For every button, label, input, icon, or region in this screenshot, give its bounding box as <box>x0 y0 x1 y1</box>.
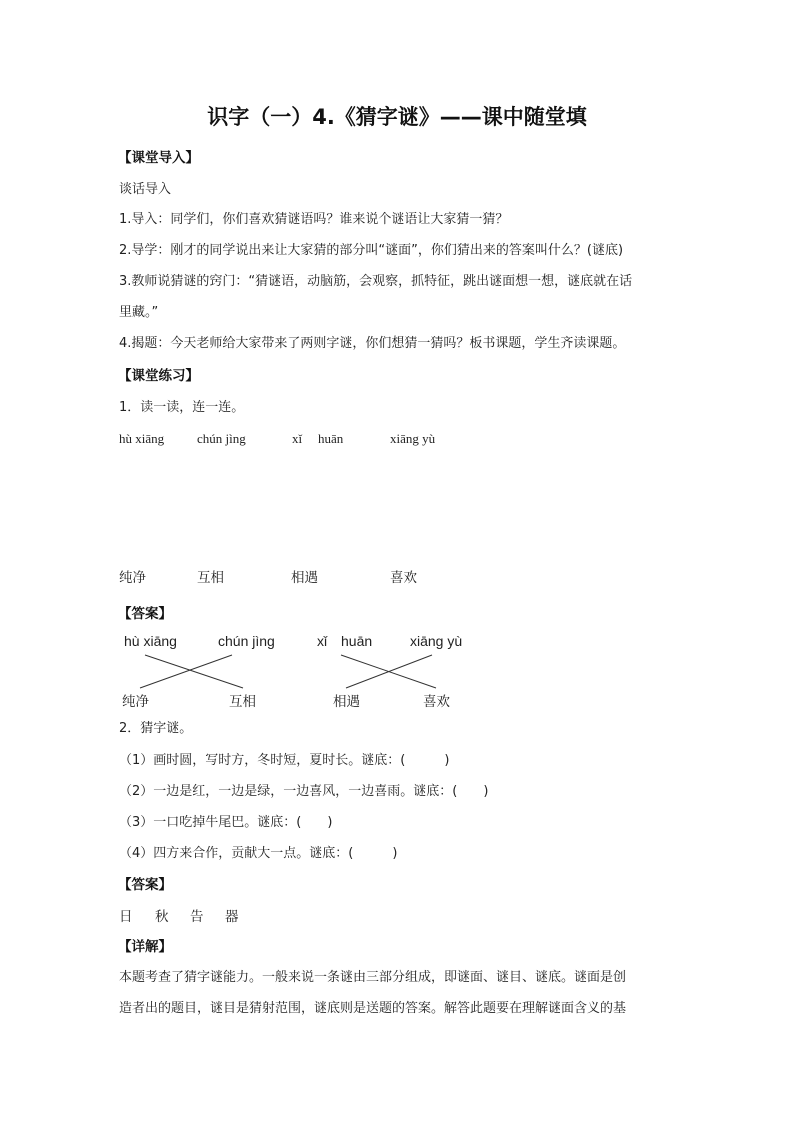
word-chunjing: 纯净 <box>119 570 146 586</box>
intro-item-3-cont: 里藏。” <box>119 305 159 320</box>
intro-item-4: 4.揭题：今天老师给大家带来了两则字谜，你们想猜一猜吗？板书课题，学生齐读课题。 <box>119 336 626 351</box>
pinyin-hu-xiang: hù xiāng <box>119 431 165 446</box>
riddle-2: （2）一边是红，一边是绿，一边喜风，一边喜雨。谜底：( ) <box>119 784 489 799</box>
section-heading-intro: 【课堂导入】 <box>118 150 199 166</box>
detail-line-2: 造者出的题目，谜目是猜射范围，谜底则是送题的答案。解答此题要在理解谜面含义的基 <box>119 1001 627 1016</box>
riddle-answer-4: 器 <box>225 909 239 925</box>
pinyin-huan: huān <box>318 431 344 446</box>
riddle-3: （3）一口吃掉牛尾巴。谜底：( ) <box>119 815 333 830</box>
answer-heading-2: 【答案】 <box>118 877 172 893</box>
intro-subtitle: 谈话导入 <box>119 182 172 197</box>
riddle-answer-3: 告 <box>190 909 204 925</box>
intro-item-3: 3.教师说猜谜的窍门：“猜谜语，动脑筋，会观察，抓特征，跳出谜面想一想，谜底就在话 <box>119 274 633 289</box>
answer-heading-1: 【答案】 <box>118 606 172 622</box>
answer-pinyin-xi: xǐ <box>317 633 328 649</box>
match-line-chunjing <box>140 655 232 688</box>
word-xiangyu: 相遇 <box>291 570 318 586</box>
answer-pinyin-xiang-yu: xiāng yù <box>410 633 463 649</box>
intro-item-2: 2.导学：刚才的同学说出来让大家猜的部分叫“谜面”，你们猜出来的答案叫什么？(谜底) <box>119 243 624 258</box>
word-huxiang: 互相 <box>197 570 224 586</box>
match-line-huxiang <box>145 655 243 688</box>
pinyin-chun-jing: chún jìng <box>197 431 246 446</box>
riddle-4: （4）四方来合作，贡献大一点。谜底：( ) <box>119 846 398 861</box>
pinyin-xi: xǐ <box>292 431 303 446</box>
section-heading-practice: 【课堂练习】 <box>118 368 199 384</box>
match-line-xiangyu <box>346 655 432 688</box>
answer-word-xihuan: 喜欢 <box>423 694 450 710</box>
riddle-1: （1）画时圆，写时方，冬时短，夏时长。谜底：( ) <box>119 753 450 768</box>
detail-line-1: 本题考查了猜字谜能力。一般来说一条谜由三部分组成，即谜面、谜目、谜底。谜面是创 <box>119 970 627 985</box>
pinyin-xiang-yu: xiāng yù <box>390 431 436 446</box>
answer-pinyin-huan: huān <box>341 633 373 649</box>
riddle-answer-1: 日 <box>119 909 133 925</box>
answer-word-chunjing: 纯净 <box>122 694 149 710</box>
answer-pinyin-hu-xiang: hù xiāng <box>124 633 177 649</box>
question-2-label: 2．猜字谜。 <box>119 721 193 736</box>
question-1-label: 1．读一读，连一连。 <box>119 400 245 415</box>
answer-word-huxiang: 互相 <box>229 694 256 710</box>
page-title: 识字（一）4.《猜字谜》——课中随堂填 <box>207 105 587 129</box>
riddle-answer-2: 秋 <box>155 909 169 925</box>
word-xihuan: 喜欢 <box>390 570 417 586</box>
answer-pinyin-chun-jing: chún jìng <box>218 633 275 649</box>
detail-heading: 【详解】 <box>118 939 172 955</box>
intro-item-1: 1.导入：同学们，你们喜欢猜谜语吗？谁来说个谜语让大家猜一猜？ <box>119 212 509 227</box>
answer-word-xiangyu: 相遇 <box>333 694 360 710</box>
